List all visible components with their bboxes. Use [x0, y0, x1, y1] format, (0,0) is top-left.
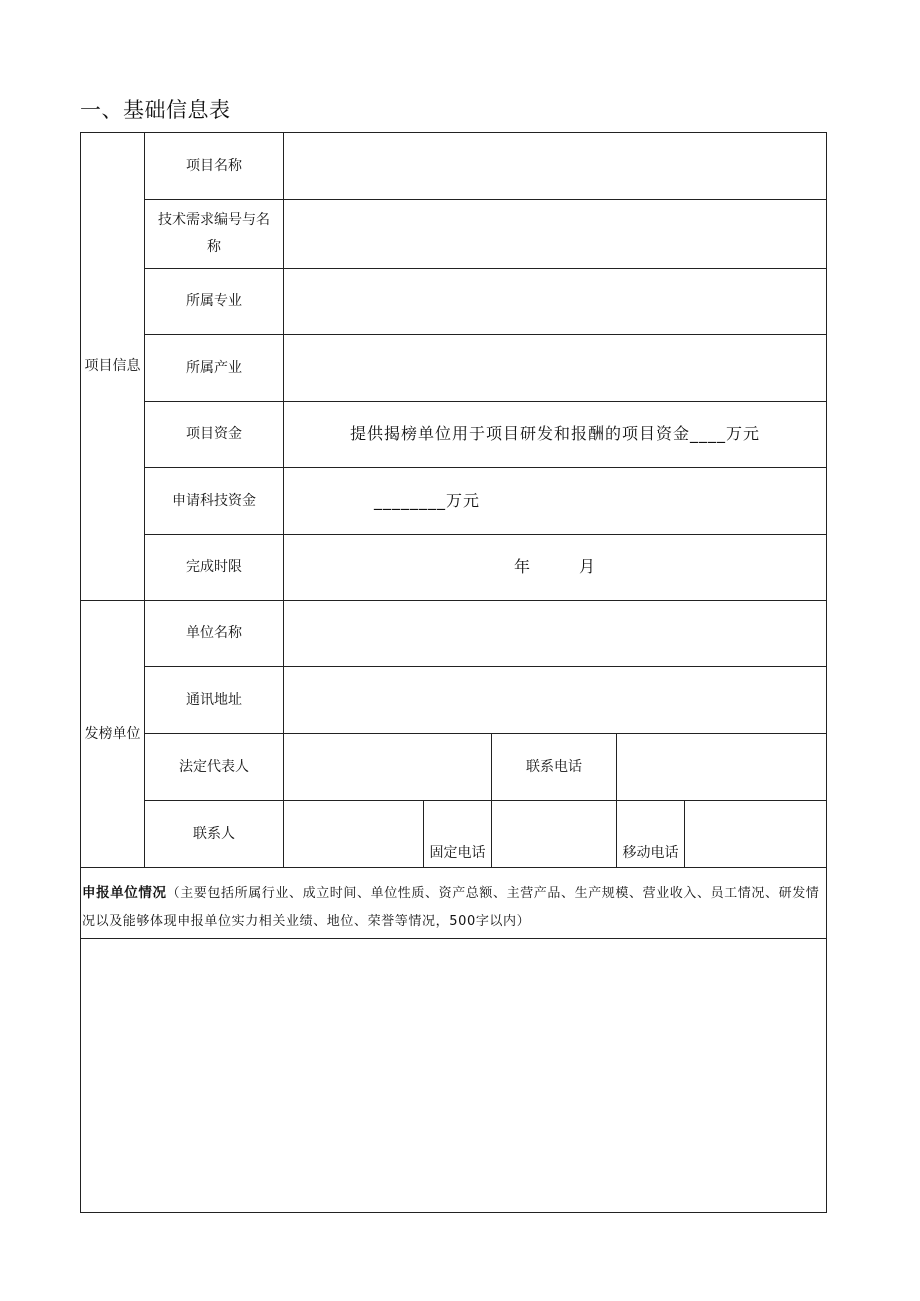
mobile-phone-field[interactable] [685, 801, 826, 867]
tech-requirement-field[interactable] [284, 200, 826, 268]
project-name-field[interactable] [284, 133, 826, 199]
table-border-right [826, 132, 827, 1213]
fixed-phone-field[interactable] [492, 801, 616, 867]
label-deadline: 完成时限 [186, 559, 242, 576]
major-field[interactable] [284, 269, 826, 334]
label-fixed-phone: 固定电话 [429, 845, 486, 862]
contact-phone-field[interactable] [617, 734, 826, 800]
unit-name-field[interactable] [284, 601, 826, 666]
label-contact-phone: 联系电话 [526, 758, 582, 775]
industry-field[interactable] [284, 335, 826, 401]
label-major: 所属专业 [186, 293, 242, 310]
label-tech-fund: 申请科技资金 [172, 492, 256, 509]
deadline-year: 年 [513, 557, 531, 577]
deadline-month: 月 [579, 557, 597, 577]
label-tech-requirement-line1: 技术需求编号与名 [158, 212, 270, 229]
legal-rep-field[interactable] [284, 734, 491, 800]
group-label-project-info: 项目信息 [84, 358, 141, 375]
group-divider [80, 867, 827, 868]
label-industry: 所属产业 [186, 359, 242, 376]
applicant-details-field[interactable] [81, 939, 826, 1212]
applicant-section-note [82, 879, 826, 936]
deadline-field[interactable] [284, 535, 826, 600]
applicant-section-description: （主要包括所属行业、成立时间、单位性质、资产总额、主营产品、生产规模、营业收入、员工情况、研发情况以及能够体现申报单位实力相关业绩、地位、荣誉等情况，500字以内） [82, 886, 820, 929]
label-mobile-phone: 移动电话 [622, 845, 679, 862]
label-project-name: 项目名称 [186, 157, 242, 174]
label-tech-requirement-line2: 称 [207, 239, 221, 255]
label-address: 通讯地址 [186, 691, 242, 708]
section-title: 一、基础信息表 [80, 98, 231, 122]
contact-person-field[interactable] [284, 801, 423, 867]
label-legal-rep: 法定代表人 [179, 758, 249, 775]
label-contact-person: 联系人 [193, 825, 235, 842]
table-border-bottom [80, 1212, 827, 1213]
label-unit-name: 单位名称 [186, 625, 242, 642]
applicant-section-heading: 申报单位情况 [82, 885, 167, 901]
tech-fund-field[interactable]: ________万元 [374, 490, 481, 510]
address-field[interactable] [284, 667, 826, 733]
group-label-issuer: 发榜单位 [84, 725, 141, 742]
project-fund-field[interactable]: 提供揭榜单位用于项目研发和报酬的项目资金____万元 [349, 424, 760, 444]
label-tech-requirement [145, 200, 283, 268]
label-project-fund: 项目资金 [186, 426, 242, 443]
